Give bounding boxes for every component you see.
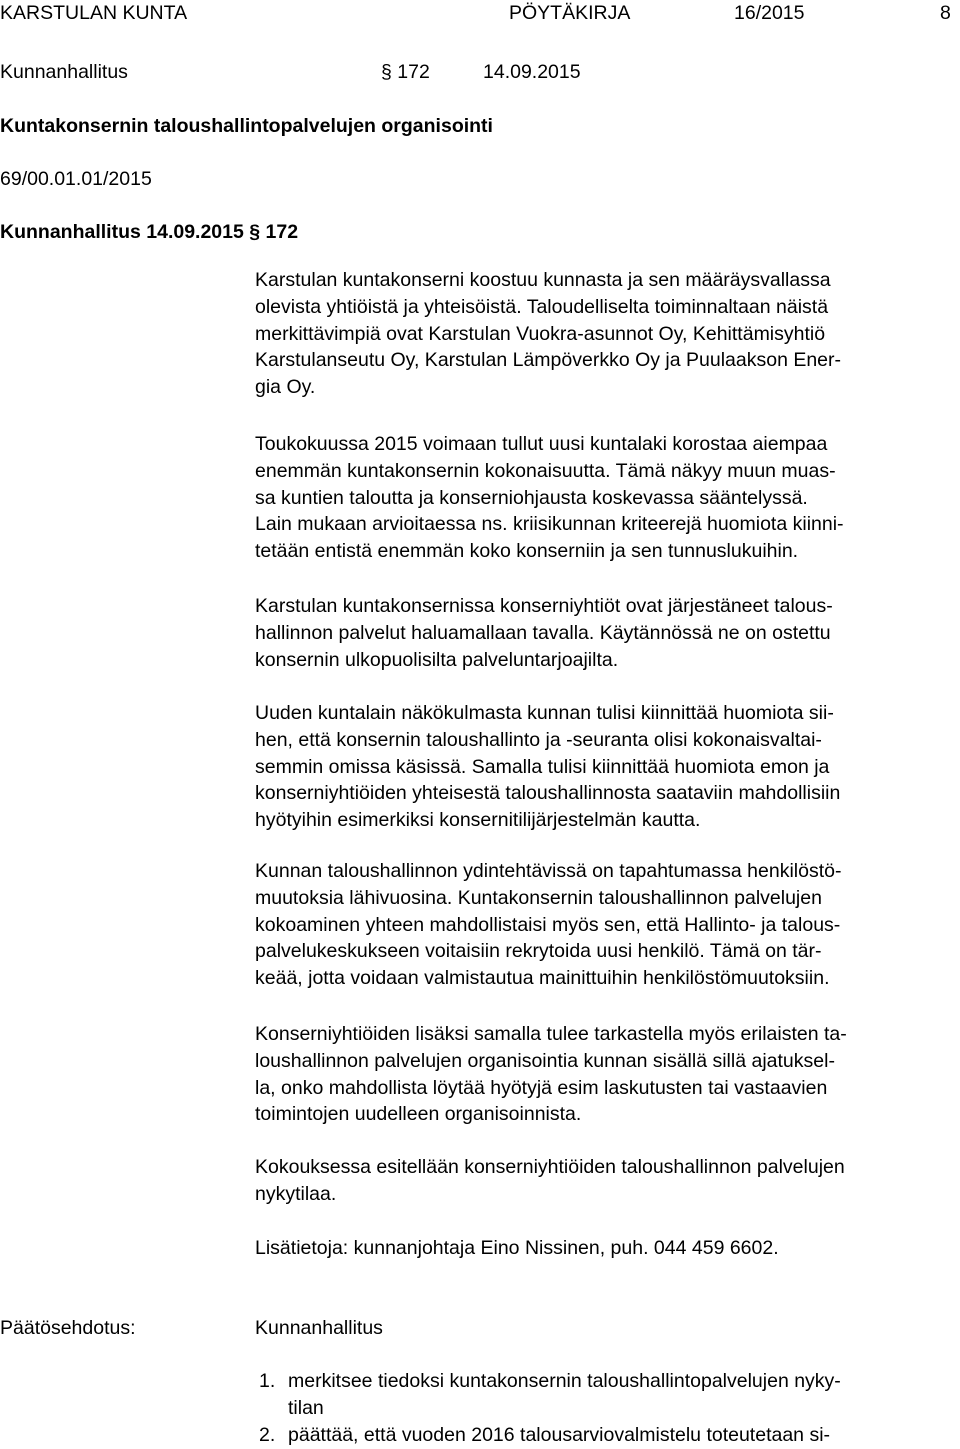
- paragraph-3: [255, 593, 955, 673]
- document-number: 16/2015: [734, 2, 805, 24]
- text-line: Lisätietoja: kunnanjohtaja Eino Nissinen, puh. 044 459 6602.: [255, 1237, 779, 1259]
- text-line: kokoaminen yhteen mahdollistaisi myös sen, että Hallinto- ja talous-: [255, 913, 841, 936]
- case-number: 69/00.01.01/2015: [0, 168, 152, 190]
- proposal-label: Päätösehdotus:: [0, 1317, 136, 1339]
- section-number: [381, 59, 430, 85]
- text-line: Karstulan kuntakonsernissa konserniyhtiöt ovat järjestäneet talous-: [255, 595, 833, 617]
- page-number: 8: [940, 2, 951, 24]
- text-line: olevista yhtiöistä ja yhteisöistä. Taloudelliselta toiminnaltaan näistä: [255, 295, 829, 318]
- text-line: Toukokuussa 2015 voimaan tullut uusi kuntalaki korostaa aiempaa: [255, 433, 828, 455]
- text-line: Karstulan kuntakonserni koostuu kunnasta ja sen määräysvallassa: [255, 269, 831, 291]
- paragraph-5: [255, 858, 955, 992]
- text-line: hyötyihin esimerkiksi konsernitilijärjestelmän kautta.: [255, 809, 701, 832]
- page-title: Kuntakonsernin taloushallintopalvelujen organisointi: [0, 115, 493, 137]
- list-item-number: 2.: [259, 1423, 276, 1446]
- text-line: Konserniyhtiöiden lisäksi samalla tulee tarkastella myös erilaisten ta-: [255, 1023, 847, 1045]
- text-line: enemmän kuntakonsernin kokonaisuutta. Tämä näkyy muun muas-: [255, 459, 836, 482]
- text-line: tilan: [288, 1396, 324, 1419]
- municipality-name: KARSTULAN KUNTA: [0, 2, 188, 24]
- text-line: la, onko mahdollista löytää hyötyjä esim laskutusten tai vastaavien: [255, 1076, 828, 1099]
- text-line: konsernin ulkopuolisilta palveluntarjoajilta.: [255, 648, 619, 671]
- text-line: konserniyhtiöiden yhteisestä taloushallinnosta saataviin mahdollisiin: [255, 782, 841, 805]
- list-item-number: 1.: [259, 1370, 276, 1392]
- meeting-date: 14.09.2015: [483, 61, 581, 83]
- text-line: merkittävimpiä ovat Karstulan Vuokra-asunnot Oy, Kehittämisyhtiö: [255, 322, 826, 345]
- text-line: sa kuntien taloutta ja konserniohjausta koskevassa sääntelyssä.: [255, 486, 808, 509]
- text-line: toimintojen uudelleen organisoinnista.: [255, 1103, 582, 1126]
- text-line: gia Oy.: [255, 376, 316, 399]
- section-value: 172: [397, 61, 430, 83]
- contact-info: [255, 1235, 955, 1262]
- proposal-list: [255, 1368, 955, 1448]
- text-line: hen, että konsernin taloushallinto ja -seuranta olisi kokonaisvaltai-: [255, 728, 822, 751]
- proposal-proposer: Kunnanhallitus: [255, 1317, 383, 1339]
- text-line: Uuden kuntalain näkökulmasta kunnan tulisi kiinnittää huomiota sii-: [255, 702, 834, 724]
- list-item: [255, 1422, 955, 1449]
- text-line: Kunnan taloushallinnon ydintehtävissä on tapahtumassa henkilöstö-: [255, 860, 842, 882]
- text-line: Lain mukaan arvioitaessa ns. kriisikunnan kriteerejä huomiota kiinni-: [255, 513, 844, 536]
- document-type: PÖYTÄKIRJA: [509, 2, 631, 24]
- text-line: merkitsee tiedoksi kuntakonsernin taloushallintopalvelujen nyky-: [288, 1370, 841, 1392]
- text-line: keää, jotta voidaan valmistautua mainittuihin henkilöstömuutoksiin.: [255, 967, 830, 990]
- text-line: loushallinnon palvelujen organisointia kunnan sisällä sillä ajatuksel-: [255, 1049, 835, 1072]
- paragraph-6: [255, 1021, 955, 1128]
- history-line: Kunnanhallitus 14.09.2015 § 172: [0, 221, 299, 243]
- paragraph-7: [255, 1154, 955, 1208]
- paragraph-2: [255, 431, 955, 565]
- text-line: Karstulanseutu Oy, Karstulan Lämpöverkko Oy ja Puulaakson Ener-: [255, 349, 842, 372]
- list-item: [255, 1368, 955, 1422]
- text-line: tetään entistä enemmän koko konserniin ja sen tunnuslukuihin.: [255, 540, 799, 563]
- paragraph-4: [255, 700, 955, 834]
- text-line: hallinnon palvelut haluamallaan tavalla. Käytännössä ne on ostettu: [255, 621, 831, 644]
- meeting-body: Kunnanhallitus: [0, 61, 128, 83]
- text-line: päättää, että vuoden 2016 talousarviovalmistelu toteutetaan si-: [288, 1423, 831, 1446]
- text-line: semmin omissa käsissä. Samalla tulisi kiinnittää huomiota emon ja: [255, 755, 830, 778]
- text-line: palvelukeskukseen voitaisiin rekrytoida uusi henkilö. Tämä on tär-: [255, 940, 822, 963]
- text-line: muutoksia lähivuosina. Kuntakonsernin taloushallinnon palvelujen: [255, 886, 822, 909]
- paragraph-1: [255, 267, 955, 401]
- text-line: Kokouksessa esitellään konserniyhtiöiden taloushallinnon palvelujen: [255, 1156, 845, 1178]
- text-line: nykytilaa.: [255, 1182, 337, 1205]
- section-sign: §: [381, 61, 392, 83]
